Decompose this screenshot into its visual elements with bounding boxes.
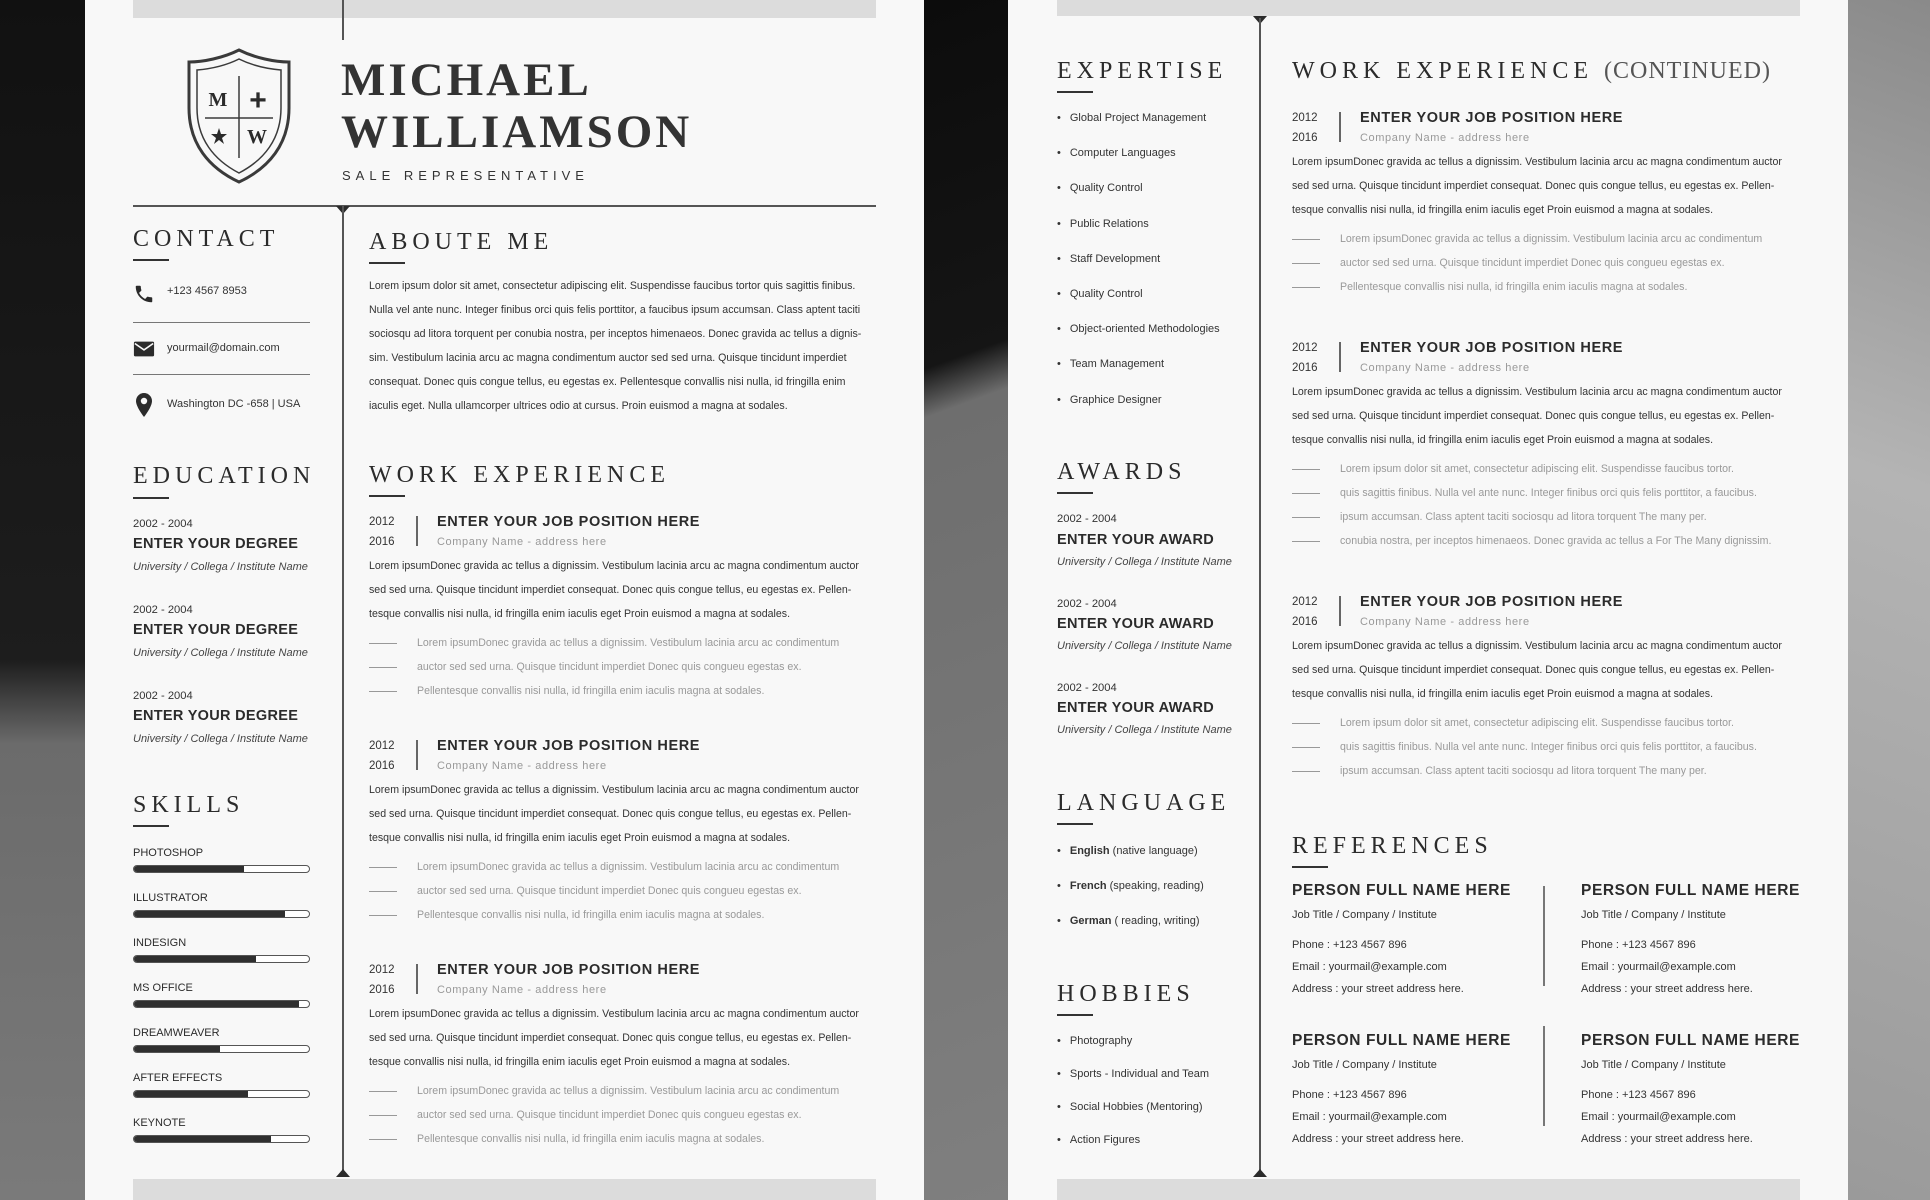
job-year-end: 2016	[1292, 362, 1318, 374]
job-position: ENTER YOUR JOB POSITION HERE	[1360, 110, 1624, 126]
education-underline	[133, 497, 169, 499]
skill-bar-track	[133, 910, 310, 918]
skill-label: INDESIGN	[133, 937, 187, 949]
job-description	[369, 778, 876, 850]
education-years: 2002 - 2004	[133, 690, 193, 702]
hobbies-title: HOBBIES	[1057, 981, 1195, 1007]
reference-email-row: Email : yourmail@example.com	[1292, 1111, 1447, 1123]
about-line: consequat. Donec quis congue tellus, eu egestas ex. Pellentesque convallis nisi nulla, id fringilla enim	[369, 376, 846, 388]
education-degree: ENTER YOUR DEGREE	[133, 708, 299, 724]
job-company: Company Name - address here	[437, 536, 607, 548]
bottom-band	[1057, 1179, 1800, 1200]
bullet-dash	[1292, 723, 1320, 724]
contact-phone: +123 4567 8953	[167, 285, 247, 297]
job-year-end: 2016	[369, 760, 395, 772]
job-position: ENTER YOUR JOB POSITION HERE	[1360, 340, 1624, 356]
reference-address-row: Address : your street address here.	[1292, 983, 1464, 995]
expertise-item: • Computer Languages	[1057, 147, 1176, 159]
award-years: 2002 - 2004	[1057, 682, 1117, 694]
rule-marker-bottom	[336, 1169, 350, 1177]
job-position: ENTER YOUR JOB POSITION HERE	[437, 738, 701, 754]
contact-underline	[133, 259, 169, 261]
bullet-dash	[1292, 239, 1320, 240]
background-middle	[924, 0, 1008, 1200]
reference-name: PERSON FULL NAME HERE	[1581, 882, 1800, 899]
bullet-dash	[1292, 771, 1320, 772]
reference-job: Job Title / Company / Institute	[1292, 909, 1437, 921]
skill-bar-fill	[134, 1091, 248, 1097]
job-bullet-text: auctor sed sed urna. Quisque tincidunt imperdiet Donec quis congueu egestas ex.	[1340, 257, 1725, 269]
job-bullet	[369, 909, 764, 921]
awards-underline	[1057, 492, 1093, 494]
hobby-item: • Action Figures	[1057, 1134, 1140, 1146]
reference-email: yourmail@example.com	[1617, 961, 1736, 973]
education-years: 2002 - 2004	[133, 518, 193, 530]
job-description-line: tesque convallis nisi nulla, id fringilla enim iaculis eget Proin euismod a magna at sodales.	[369, 1056, 791, 1068]
reference-phone: +123 4567 896	[1332, 1089, 1407, 1101]
job-company: Company Name - address here	[1360, 132, 1530, 144]
job-bullet	[1292, 233, 1762, 245]
skill-bar-fill	[134, 866, 244, 872]
bullet-dash	[1292, 747, 1320, 748]
job-description-line: Lorem ipsumDonec gravida ac tellus a dignissim. Vestibulum lacinia arcu ac magna condimentum auctor	[1292, 156, 1782, 168]
about-paragraph	[369, 274, 876, 418]
hobby-item: • Sports - Individual and Team	[1057, 1068, 1209, 1080]
job-description-line: Lorem ipsumDonec gravida ac tellus a dignissim. Vestibulum lacinia arcu ac magna condimentum auctor	[369, 560, 859, 572]
reference-email: yourmail@example.com	[1328, 961, 1447, 973]
reference-phone-row: Phone : +123 4567 896	[1581, 939, 1696, 951]
job-position: ENTER YOUR JOB POSITION HERE	[437, 514, 701, 530]
job-bullet	[369, 885, 802, 897]
award-name: ENTER YOUR AWARD	[1057, 616, 1215, 632]
job-year-end: 2016	[369, 536, 395, 548]
job-bullet	[1292, 717, 1734, 729]
expertise-item: • Global Project Management	[1057, 112, 1206, 124]
top-band	[1057, 0, 1800, 16]
reference-address-row: Address : your street address here.	[1581, 983, 1753, 995]
job-year-start: 2012	[369, 964, 395, 976]
job-bullet-text: Pellentesque convallis nisi nulla, id fringilla enim iaculis magna at sodales.	[417, 685, 765, 697]
phone-icon	[133, 283, 155, 305]
reference-email-label: Email	[1292, 1111, 1320, 1123]
work-continued-suffix: (CONTINUED)	[1603, 58, 1771, 84]
work-underline	[369, 495, 405, 497]
job-bullet-text: conubia nostra, per inceptos himenaeos. Donec gravida ac tellus a For The Many dignissim.	[1340, 535, 1772, 547]
reference-email-label: Email	[1292, 961, 1320, 973]
job-bullet	[1292, 487, 1757, 499]
job-bullet	[369, 1109, 802, 1121]
job-bullet-text: Lorem ipsumDonec gravida ac tellus a dignissim. Vestibulum lacinia arcu ac condimentum	[417, 861, 840, 873]
skill-bar-track	[133, 1090, 310, 1098]
job-description-line: Lorem ipsumDonec gravida ac tellus a dignissim. Vestibulum lacinia arcu ac magna condimentum auctor	[1292, 386, 1782, 398]
references-divider	[1543, 1026, 1545, 1126]
job-bullet	[369, 661, 802, 673]
bullet-dash	[369, 1115, 397, 1116]
reference-email-row: Email : yourmail@example.com	[1581, 961, 1736, 973]
bullet-dash	[369, 867, 397, 868]
job-bullet	[1292, 765, 1707, 777]
language-detail: ( reading, writing)	[1114, 915, 1200, 927]
skill-label: KEYNOTE	[133, 1117, 186, 1129]
education-degree: ENTER YOUR DEGREE	[133, 536, 299, 552]
award-school: University / Collega / Institute Name	[1057, 640, 1232, 652]
reference-phone: +123 4567 896	[1621, 1089, 1696, 1101]
award-name: ENTER YOUR AWARD	[1057, 532, 1215, 548]
education-school: University / Collega / Institute Name	[133, 647, 308, 659]
award-years: 2002 - 2004	[1057, 598, 1117, 610]
job-bullet-text: Lorem ipsum dolor sit amet, consectetur adipiscing elit. Suspendisse faucibus tortor.	[1340, 463, 1734, 475]
job-bullet-text: quis sagittis finibus. Nulla vel ante nunc. Integer finibus orci quis felis porttitor, a faucibus.	[1340, 741, 1757, 753]
job-description-line: Lorem ipsumDonec gravida ac tellus a dignissim. Vestibulum lacinia arcu ac magna condimentum auctor	[369, 1008, 859, 1020]
bullet-dash	[1292, 493, 1320, 494]
award-name: ENTER YOUR AWARD	[1057, 700, 1215, 716]
job-description-line: tesque convallis nisi nulla, id fringilla enim iaculis eget Proin euismod a magna at sodales.	[369, 608, 791, 620]
reference-address-row: Address : your street address here.	[1292, 1133, 1464, 1145]
job-bullet-text: ipsum accumsan. Class aptent taciti sociosqu ad litora torquent The many per.	[1340, 511, 1707, 523]
job-bullet-text: Pellentesque convallis nisi nulla, id fringilla enim iaculis magna at sodales.	[417, 1133, 765, 1145]
about-line: iaculis eget. Nulla ullamcorper ultrices odio at cursus. Proin euismod a magna at sodales.	[369, 400, 788, 412]
monogram-crest-icon	[183, 46, 295, 186]
expertise-item: • Team Management	[1057, 358, 1164, 370]
skill-bar-track	[133, 1045, 310, 1053]
job-bullet-text: Pellentesque convallis nisi nulla, id fringilla enim iaculis magna at sodales.	[417, 909, 765, 921]
skill-bar-fill	[134, 1001, 299, 1007]
job-year-start: 2012	[369, 516, 395, 528]
job-description-line: Lorem ipsumDonec gravida ac tellus a dignissim. Vestibulum lacinia arcu ac magna condimentum auctor	[369, 784, 859, 796]
job-description	[1292, 634, 1800, 706]
skill-bar-fill	[134, 1046, 220, 1052]
job-year-divider	[416, 740, 418, 770]
job-description-line: Lorem ipsumDonec gravida ac tellus a dignissim. Vestibulum lacinia arcu ac magna condimentum auctor	[1292, 640, 1782, 652]
skill-label: AFTER EFFECTS	[133, 1072, 223, 1084]
bullet-dash	[1292, 263, 1320, 264]
reference-email: yourmail@example.com	[1617, 1111, 1736, 1123]
reference-email-row: Email : yourmail@example.com	[1292, 961, 1447, 973]
resume-page-1	[85, 0, 924, 1200]
reference-address-row: Address : your street address here.	[1581, 1133, 1753, 1145]
reference-phone: +123 4567 896	[1332, 939, 1407, 951]
reference-address-label: Address	[1581, 1133, 1622, 1145]
contact-divider	[133, 322, 310, 323]
job-bullet-text: auctor sed sed urna. Quisque tincidunt imperdiet Donec quis congueu egestas ex.	[417, 885, 802, 897]
reference-phone-row: Phone : +123 4567 896	[1292, 939, 1407, 951]
hobby-item: • Photography	[1057, 1035, 1132, 1047]
job-bullet-text: ipsum accumsan. Class aptent taciti sociosqu ad litora torquent The many per.	[1340, 765, 1707, 777]
reference-address: your street address here.	[1341, 983, 1464, 995]
about-title: ABOUTE ME	[369, 229, 554, 255]
expertise-item: • Quality Control	[1057, 182, 1143, 194]
job-bullet	[1292, 511, 1707, 523]
job-company: Company Name - address here	[437, 760, 607, 772]
skill-label: ILLUSTRATOR	[133, 892, 208, 904]
expertise-item: • Object-oriented Methodologies	[1057, 323, 1220, 335]
job-bullet	[1292, 535, 1771, 547]
bullet-dash	[1292, 541, 1320, 542]
expertise-item: • Quality Control	[1057, 288, 1143, 300]
about-line: Lorem ipsum dolor sit amet, consectetur adipiscing elit. Suspendisse faucibus tortor quis sagittis finibus.	[369, 280, 856, 292]
job-description-line: tesque convallis nisi nulla, id fringilla enim iaculis eget Proin euismod a magna at sodales.	[1292, 688, 1714, 700]
job-year-divider	[416, 964, 418, 994]
language-underline	[1057, 823, 1093, 825]
job-bullet-text: quis sagittis finibus. Nulla vel ante nunc. Integer finibus orci quis felis porttitor, a faucibus.	[1340, 487, 1757, 499]
language-title: LANGUAGE	[1057, 790, 1231, 816]
reference-job: Job Title / Company / Institute	[1581, 1059, 1726, 1071]
job-bullet-text: auctor sed sed urna. Quisque tincidunt imperdiet Donec quis congueu egestas ex.	[417, 661, 802, 673]
work-continued-title	[1292, 58, 1771, 85]
reference-email-label: Email	[1581, 1111, 1609, 1123]
job-bullet-text: Lorem ipsum dolor sit amet, consectetur adipiscing elit. Suspendisse faucibus tortor.	[1340, 717, 1734, 729]
expertise-underline	[1057, 91, 1093, 93]
reference-email-row: Email : yourmail@example.com	[1581, 1111, 1736, 1123]
reference-name: PERSON FULL NAME HERE	[1292, 882, 1511, 899]
reference-address: your street address here.	[1630, 983, 1753, 995]
monogram-letter-m: M	[208, 89, 228, 111]
bullet-dash	[369, 643, 397, 644]
language-name: English	[1069, 845, 1110, 857]
job-year-end: 2016	[1292, 132, 1318, 144]
education-school: University / Collega / Institute Name	[133, 733, 308, 745]
reference-email-label: Email	[1581, 961, 1609, 973]
job-description-line: tesque convallis nisi nulla, id fringilla enim iaculis eget Proin euismod a magna at sodales.	[369, 832, 791, 844]
job-bullet	[369, 1133, 764, 1145]
reference-phone-label: Phone	[1292, 939, 1324, 951]
job-bullet	[1292, 741, 1757, 753]
top-band	[133, 0, 876, 18]
job-year-divider	[1339, 112, 1341, 142]
reference-email: yourmail@example.com	[1328, 1111, 1447, 1123]
reference-name: PERSON FULL NAME HERE	[1292, 1032, 1511, 1049]
job-bullet	[369, 637, 839, 649]
education-degree: ENTER YOUR DEGREE	[133, 622, 299, 638]
reference-name: PERSON FULL NAME HERE	[1581, 1032, 1800, 1049]
bullet-dash	[1292, 287, 1320, 288]
job-bullet-text: Lorem ipsumDonec gravida ac tellus a dignissim. Vestibulum lacinia arcu ac condimentum	[1340, 233, 1763, 245]
skills-underline	[133, 825, 169, 827]
language-item	[1057, 880, 1204, 892]
job-description	[369, 554, 876, 626]
job-bullet	[1292, 281, 1687, 293]
job-description	[1292, 150, 1800, 222]
job-description-line: tesque convallis nisi nulla, id fringilla enim iaculis eget Proin euismod a magna at sodales.	[1292, 434, 1714, 446]
language-item	[1057, 845, 1198, 857]
contact-divider	[133, 374, 310, 375]
language-name: French	[1069, 880, 1107, 892]
job-year-start: 2012	[1292, 342, 1318, 354]
job-description-line: sed sed urna. Quisque tincidunt imperdiet consequat. Donec quis congue tellus, eu egestas ex. Pellen-	[1292, 664, 1775, 676]
bullet-dash	[369, 891, 397, 892]
about-line: Nulla vel ante nunc. Integer finibus orci quis felis porttitor, a faucibus ipsum accumsan. Class aptent taciti	[369, 304, 861, 316]
skill-label: MS OFFICE	[133, 982, 193, 994]
language-item	[1057, 915, 1199, 927]
header-divider-line	[342, 0, 344, 40]
skill-label: PHOTOSHOP	[133, 847, 204, 859]
reference-address-label: Address	[1292, 1133, 1333, 1145]
job-description-line: tesque convallis nisi nulla, id fringilla enim iaculis eget Proin euismod a magna at sodales.	[1292, 204, 1714, 216]
header-rule	[133, 205, 876, 207]
job-position: ENTER YOUR JOB POSITION HERE	[437, 962, 701, 978]
job-bullet-text: Lorem ipsumDonec gravida ac tellus a dignissim. Vestibulum lacinia arcu ac condimentum	[417, 637, 840, 649]
bullet-dash	[369, 915, 397, 916]
bullet-dash	[1292, 469, 1320, 470]
job-year-divider	[1339, 596, 1341, 626]
job-description-line: sed sed urna. Quisque tincidunt imperdiet consequat. Donec quis congue tellus, eu egestas ex. Pellen-	[369, 584, 852, 596]
job-year-divider	[416, 516, 418, 546]
award-years: 2002 - 2004	[1057, 513, 1117, 525]
job-year-start: 2012	[369, 740, 395, 752]
skill-bar-track	[133, 1000, 310, 1008]
job-position: ENTER YOUR JOB POSITION HERE	[1360, 594, 1624, 610]
bullet-dash	[369, 1139, 397, 1140]
skill-bar-track	[133, 865, 310, 873]
reference-address-label: Address	[1292, 983, 1333, 995]
references-underline	[1292, 866, 1328, 868]
job-description	[1292, 380, 1800, 452]
language-detail: (native language)	[1112, 845, 1198, 857]
first-name: MICHAEL	[341, 54, 592, 106]
job-year-start: 2012	[1292, 596, 1318, 608]
expertise-item: • Graphice Designer	[1057, 394, 1162, 406]
skills-title: SKILLS	[133, 792, 245, 818]
skill-label: DREAMWEAVER	[133, 1027, 220, 1039]
job-company: Company Name - address here	[1360, 362, 1530, 374]
skill-bar-fill	[134, 956, 256, 962]
about-line: sim. Vestibulum lacinia arcu ac magna condimentum auctor sed sed urna. Quisque tincidunt imperdiet	[369, 352, 847, 364]
location-pin-icon	[135, 392, 153, 418]
bullet-dash	[369, 1091, 397, 1092]
job-description-line: sed sed urna. Quisque tincidunt imperdiet consequat. Donec quis congue tellus, eu egestas ex. Pellen-	[369, 808, 852, 820]
job-description	[369, 1002, 876, 1074]
reference-address-label: Address	[1581, 983, 1622, 995]
reference-phone: +123 4567 896	[1621, 939, 1696, 951]
reference-phone-label: Phone	[1292, 1089, 1324, 1101]
education-title: EDUCATION	[133, 463, 316, 489]
work-continued-title-main: WORK EXPERIENCE	[1292, 58, 1593, 84]
about-line: sociosqu ad litora torquent per conubia nostra, per inceptos himenaeos. Donec gravida ac tellus a dignis-	[369, 328, 862, 340]
education-years: 2002 - 2004	[133, 604, 193, 616]
job-company: Company Name - address here	[1360, 616, 1530, 628]
references-title: REFERENCES	[1292, 833, 1493, 859]
monogram-plus: +	[249, 84, 267, 117]
background-right	[1848, 0, 1930, 1200]
expertise-title: EXPERTISE	[1057, 58, 1228, 84]
job-bullet	[369, 685, 764, 697]
skill-bar-fill	[134, 1136, 271, 1142]
job-year-start: 2012	[1292, 112, 1318, 124]
reference-phone-label: Phone	[1581, 939, 1613, 951]
job-bullet-text: Pellentesque convallis nisi nulla, id fringilla enim iaculis magna at sodales.	[1340, 281, 1688, 293]
hobbies-underline	[1057, 1014, 1093, 1016]
contact-address: Washington DC -658 | USA	[167, 398, 301, 410]
bullet-dash	[369, 691, 397, 692]
reference-phone-label: Phone	[1581, 1089, 1613, 1101]
column-divider	[342, 206, 344, 1171]
job-bullet	[369, 1085, 839, 1097]
mail-icon	[133, 340, 155, 358]
monogram-letter-w: W	[247, 126, 267, 148]
job-bullet	[369, 861, 839, 873]
reference-job: Job Title / Company / Institute	[1581, 909, 1726, 921]
about-underline	[369, 262, 405, 264]
skill-bar-track	[133, 1135, 310, 1143]
reference-job: Job Title / Company / Institute	[1292, 1059, 1437, 1071]
job-description-line: sed sed urna. Quisque tincidunt imperdiet consequat. Donec quis congue tellus, eu egestas ex. Pellen-	[1292, 410, 1775, 422]
bullet-dash	[369, 667, 397, 668]
job-company: Company Name - address here	[437, 984, 607, 996]
job-year-end: 2016	[369, 984, 395, 996]
hobby-item: • Social Hobbies (Mentoring)	[1057, 1101, 1203, 1113]
work-title: WORK EXPERIENCE	[369, 462, 670, 488]
expertise-item: • Public Relations	[1057, 218, 1149, 230]
job-bullet	[1292, 257, 1725, 269]
references-divider	[1543, 886, 1545, 986]
job-year-divider	[1339, 342, 1341, 372]
language-detail: (speaking, reading)	[1109, 880, 1204, 892]
award-school: University / Collega / Institute Name	[1057, 556, 1232, 568]
job-description-line: sed sed urna. Quisque tincidunt imperdiet consequat. Donec quis congue tellus, eu egestas ex. Pellen-	[1292, 180, 1775, 192]
skill-bar-fill	[134, 911, 285, 917]
reference-address: your street address here.	[1630, 1133, 1753, 1145]
contact-email: yourmail@domain.com	[167, 342, 280, 354]
award-school: University / Collega / Institute Name	[1057, 724, 1232, 736]
reference-phone-row: Phone : +123 4567 896	[1292, 1089, 1407, 1101]
education-school: University / Collega / Institute Name	[133, 561, 308, 573]
skill-bar-track	[133, 955, 310, 963]
job-bullet-text: auctor sed sed urna. Quisque tincidunt imperdiet Donec quis congueu egestas ex.	[417, 1109, 802, 1121]
resume-page-2	[1008, 0, 1848, 1200]
last-name: WILLIAMSON	[341, 106, 693, 158]
awards-title: AWARDS	[1057, 459, 1187, 485]
job-bullet-text: Lorem ipsumDonec gravida ac tellus a dignissim. Vestibulum lacinia arcu ac condimentum	[417, 1085, 840, 1097]
reference-phone-row: Phone : +123 4567 896	[1581, 1089, 1696, 1101]
bottom-band	[133, 1179, 876, 1200]
job-role: SALE REPRESENTATIVE	[342, 168, 589, 183]
job-bullet	[1292, 463, 1734, 475]
reference-address: your street address here.	[1341, 1133, 1464, 1145]
column-divider	[1259, 18, 1261, 1171]
expertise-item: • Staff Development	[1057, 253, 1160, 265]
rule-marker-bottom	[1253, 1169, 1267, 1177]
contact-title: CONTACT	[133, 226, 280, 252]
job-year-end: 2016	[1292, 616, 1318, 628]
language-name: German	[1069, 915, 1112, 927]
bullet-dash	[1292, 517, 1320, 518]
job-description-line: sed sed urna. Quisque tincidunt imperdiet consequat. Donec quis congue tellus, eu egestas ex. Pellen-	[369, 1032, 852, 1044]
